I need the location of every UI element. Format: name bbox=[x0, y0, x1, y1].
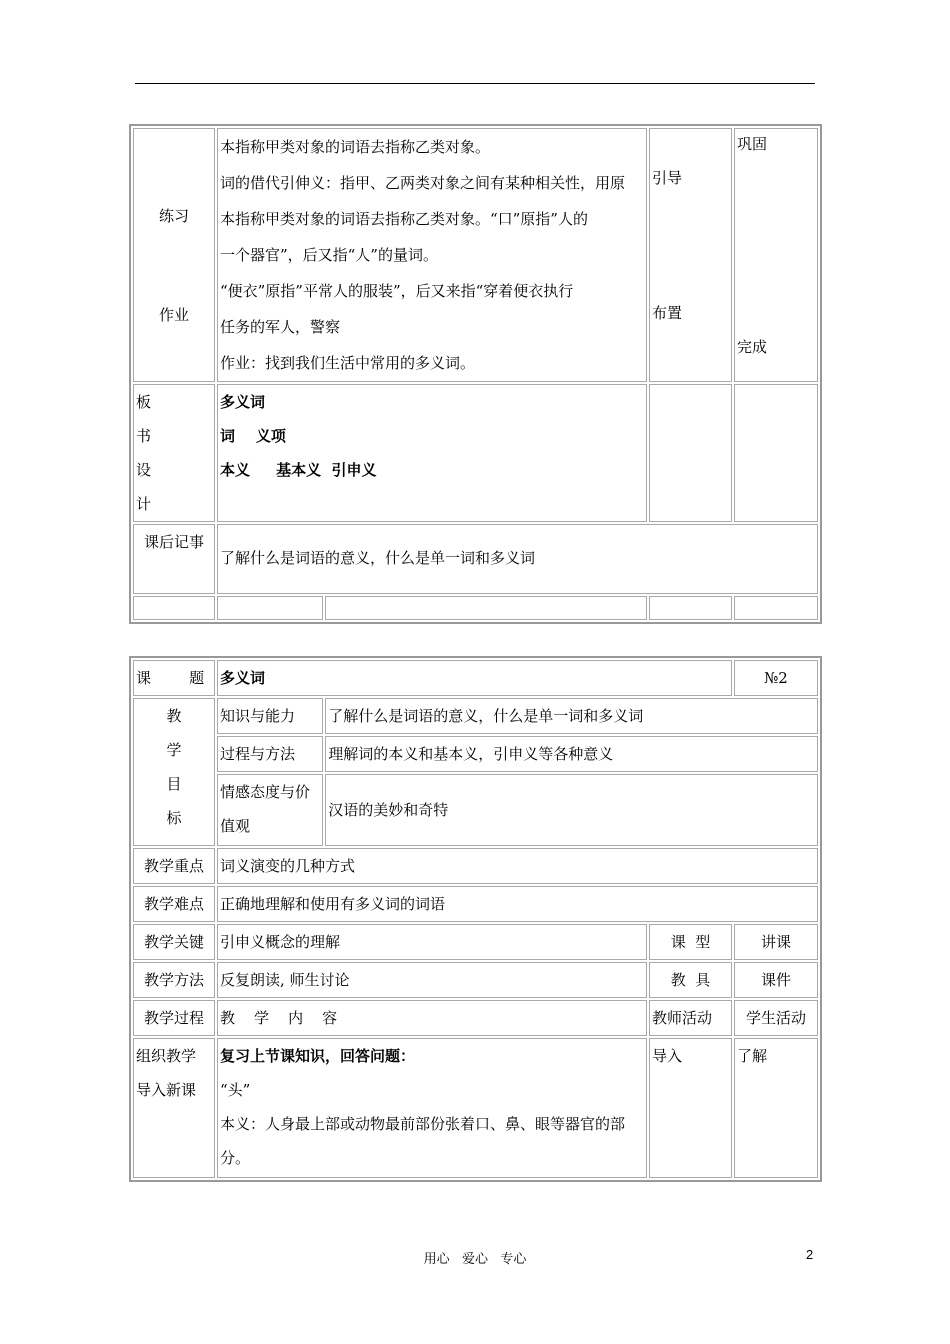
goal-row-3 bbox=[133, 774, 818, 846]
difficulty-value: 正确地理解和使用有多义词的词语 bbox=[217, 886, 818, 922]
difficulty-row bbox=[133, 886, 818, 922]
header-rule bbox=[135, 83, 815, 84]
empty-cell bbox=[734, 596, 818, 620]
practice-line: 作业：找到我们生活中常用的多义词。 bbox=[219, 354, 475, 372]
topic-value: 多义词 bbox=[217, 660, 732, 696]
goals-label-char: 学 bbox=[166, 741, 182, 759]
after-class-row bbox=[133, 524, 818, 594]
practice-line: 一个器官”，后又指“人”的量词。 bbox=[219, 246, 438, 264]
after-class-note: 了解什么是词语的意义，什么是单一词和多义词 bbox=[219, 549, 535, 567]
board-label-cell bbox=[133, 384, 215, 522]
organize-line: 本义：人身最上部或动物最前部份张着口、鼻、眼等器官的部 bbox=[219, 1115, 625, 1133]
board-design-row bbox=[133, 384, 818, 522]
method-row bbox=[133, 962, 818, 998]
tool-label: 教 具 bbox=[649, 962, 732, 998]
practice-line: 词的借代引伸义：指甲、乙两类对象之间有某种相关性，用原 bbox=[219, 174, 625, 192]
empty-cell bbox=[133, 596, 215, 620]
lesson-table-2 bbox=[129, 656, 822, 1182]
board-label-char: 书 bbox=[136, 427, 152, 445]
crux-row bbox=[133, 924, 818, 960]
goals-label-char: 标 bbox=[166, 809, 182, 827]
board-label-char: 设 bbox=[136, 461, 152, 479]
board-line: 多义词 bbox=[219, 393, 265, 411]
organize-teacher-cell: 导入 bbox=[649, 1038, 732, 1178]
organize-label-cell bbox=[133, 1038, 215, 1178]
board-teacher-cell bbox=[649, 384, 732, 522]
organize-line: 复习上节课知识，回答问题： bbox=[219, 1047, 415, 1065]
goal3-label-line: 情感态度与价 bbox=[219, 783, 310, 801]
page-number: 2 bbox=[806, 1247, 814, 1262]
goals-label-cell bbox=[133, 698, 215, 846]
practice-label-top: 练习 bbox=[158, 207, 189, 225]
goal-row-2 bbox=[133, 736, 818, 772]
board-label-char: 板 bbox=[136, 393, 152, 411]
goals-label-char: 教 bbox=[166, 707, 182, 725]
crux-label: 教学关键 bbox=[133, 924, 215, 960]
organize-line: 分。 bbox=[219, 1149, 250, 1167]
board-line: 词 义项 bbox=[219, 427, 286, 445]
practice-content-cell bbox=[217, 128, 647, 382]
empty-row bbox=[133, 596, 818, 620]
empty-cell bbox=[325, 596, 647, 620]
topic-number: №2 bbox=[734, 660, 818, 696]
footer-motto: 用心 爱心 专心 bbox=[423, 1252, 527, 1267]
goal3-label bbox=[217, 774, 323, 846]
process-content: 教 学 内 容 bbox=[217, 1000, 647, 1036]
empty-cell bbox=[649, 596, 732, 620]
student-activity-complete: 完成 bbox=[736, 338, 767, 356]
goals-label-char: 目 bbox=[166, 775, 182, 793]
process-row bbox=[133, 1000, 818, 1036]
practice-row bbox=[133, 128, 818, 382]
after-class-label: 课后记事 bbox=[133, 524, 215, 594]
teacher-activity-assign: 布置 bbox=[652, 304, 683, 322]
method-label: 教学方法 bbox=[133, 962, 215, 998]
practice-line: 任务的军人，警察 bbox=[219, 318, 340, 336]
goal2-label: 过程与方法 bbox=[217, 736, 323, 772]
empty-cell bbox=[217, 596, 323, 620]
goal2-value: 理解词的本义和基本义，引申义等各种意义 bbox=[325, 736, 818, 772]
method-value: 反复朗读, 师生讨论 bbox=[217, 962, 647, 998]
student-activity-consolidate: 巩固 bbox=[736, 135, 767, 153]
lesson-table-1 bbox=[129, 124, 822, 624]
practice-teacher-cell bbox=[649, 128, 732, 382]
practice-line: 本指称甲类对象的词语去指称乙类对象。“口”原指”人的 bbox=[219, 210, 588, 228]
practice-line: “便衣”原指”平常人的服装”，后又来指“穿着便衣执行 bbox=[219, 282, 574, 300]
organize-label-line: 导入新课 bbox=[136, 1081, 197, 1099]
organize-line: “头” bbox=[219, 1081, 251, 1099]
goal1-value: 了解什么是词语的意义，什么是单一词和多义词 bbox=[325, 698, 818, 734]
type-label: 课 型 bbox=[649, 924, 732, 960]
after-class-text bbox=[217, 524, 818, 594]
organize-label-line: 组织教学 bbox=[136, 1047, 197, 1065]
board-content-cell bbox=[217, 384, 647, 522]
key-value: 词义演变的几种方式 bbox=[217, 848, 818, 884]
key-label: 教学重点 bbox=[133, 848, 215, 884]
board-line: 本义 基本义 引申义 bbox=[219, 461, 377, 479]
crux-value: 引申义概念的理解 bbox=[217, 924, 647, 960]
process-label: 教学过程 bbox=[133, 1000, 215, 1036]
topic-label: 课 题 bbox=[133, 660, 215, 696]
teacher-activity-header: 教师活动 bbox=[649, 1000, 732, 1036]
goal3-label-line: 值观 bbox=[219, 817, 250, 835]
board-label-char: 计 bbox=[136, 495, 152, 513]
tool-value: 课件 bbox=[734, 962, 818, 998]
organize-content-cell bbox=[217, 1038, 647, 1178]
organize-student-cell: 了解 bbox=[734, 1038, 818, 1178]
practice-line: 本指称甲类对象的词语去指称乙类对象。 bbox=[219, 138, 490, 156]
teacher-activity-guide: 引导 bbox=[652, 169, 683, 187]
practice-student-cell bbox=[734, 128, 818, 382]
goal-row-1 bbox=[133, 698, 818, 734]
board-student-cell bbox=[734, 384, 818, 522]
topic-row bbox=[133, 660, 818, 696]
organize-row bbox=[133, 1038, 818, 1178]
student-activity-header: 学生活动 bbox=[734, 1000, 818, 1036]
difficulty-label: 教学难点 bbox=[133, 886, 215, 922]
goal3-value: 汉语的美妙和奇特 bbox=[325, 774, 818, 846]
key-row bbox=[133, 848, 818, 884]
practice-label-cell bbox=[133, 128, 215, 382]
type-value: 讲课 bbox=[734, 924, 818, 960]
goal1-label: 知识与能力 bbox=[217, 698, 323, 734]
practice-label-bottom: 作业 bbox=[158, 306, 189, 324]
